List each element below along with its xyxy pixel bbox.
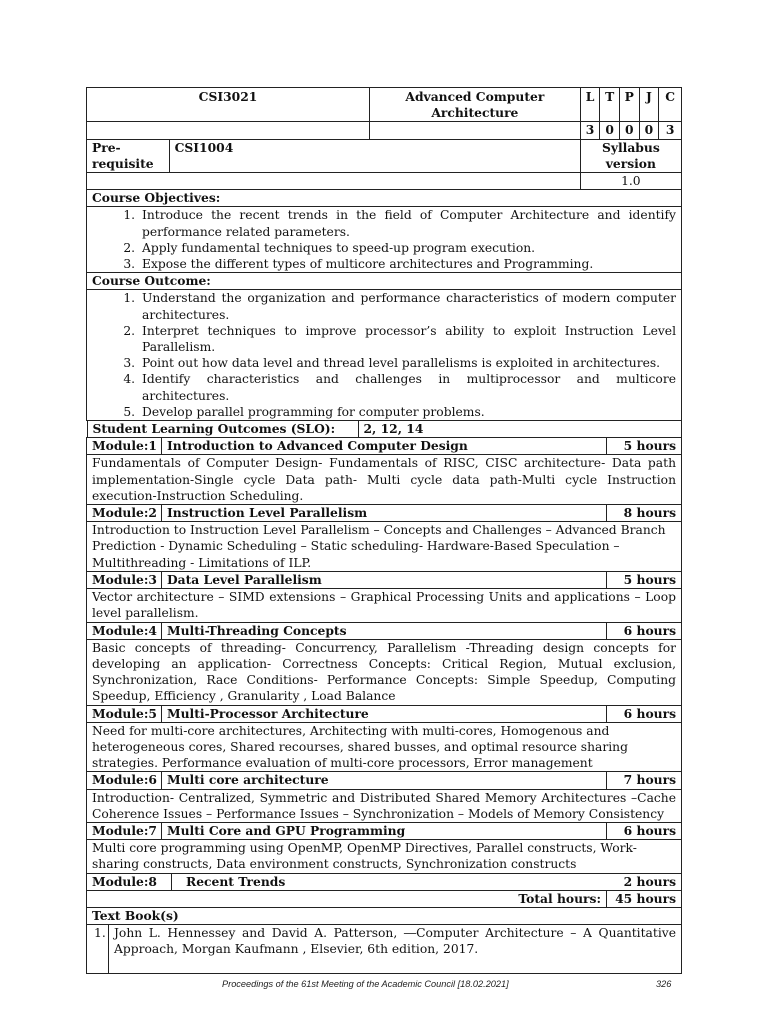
page-number: 326: [656, 979, 672, 989]
module-title: Introduction to Advanced Computer Design: [162, 438, 607, 454]
course-objectives-heading: Course Objectives:: [87, 190, 682, 207]
module-title: Instruction Level Parallelism: [162, 505, 607, 521]
syllabus-page: [86, 87, 682, 974]
total-hours-value: 45 hours: [615, 890, 676, 906]
module-number: Module:5: [87, 706, 162, 722]
textbook-entry: John L. Hennessey and David A. Patterson, ―Computer Architecture – A Quantitative Approach, Morgan Kaufmann , Elsevier, 6th edition, 2017.: [114, 926, 676, 957]
textbook-number: 1.: [87, 925, 109, 973]
ltpjc-t-label: T: [600, 88, 620, 122]
module-hours: 5 hours: [623, 438, 676, 454]
module-3-content: Vector architecture – SIMD extensions – Graphical Processing Units and applications – Loop level parallelism.: [87, 589, 682, 622]
module-hours: 6 hours: [623, 622, 676, 638]
module-3-header: [87, 571, 682, 588]
ltpjc-p-label: P: [619, 88, 639, 122]
module-6-header: [87, 772, 682, 789]
module-hours: 2 hours: [623, 873, 676, 889]
blank-cell: [87, 122, 370, 139]
module-1-header: [87, 438, 682, 455]
ltpjc-l-value: 3: [580, 122, 600, 139]
module-hours: 6 hours: [623, 822, 676, 838]
blank-cell: [580, 421, 681, 438]
outcome-item: 5. Develop parallel programming for computer problems.: [139, 404, 676, 420]
ltpjc-p-value: 0: [619, 122, 639, 139]
slo-row: [87, 421, 581, 438]
module-hours: 7 hours: [623, 772, 676, 788]
course-code: CSI3021: [87, 88, 370, 122]
outcome-item: 2. Interpret techniques to improve processor’s ability to exploit Instruction Level Parallelism.: [139, 323, 676, 355]
course-outcome-list: [87, 290, 682, 421]
course-title: Advanced Computer Architecture: [370, 88, 581, 122]
objective-item: 1. Introduce the recent trends in the field of Computer Architecture and identify performance related parameters.: [139, 207, 676, 239]
module-title: Multi Core and GPU Programming: [162, 823, 607, 839]
module-hours: 6 hours: [623, 705, 676, 721]
ltpjc-l-label: L: [580, 88, 600, 122]
total-hours-row: [87, 890, 682, 907]
module-number: Module:8: [87, 874, 172, 890]
slo-value: 2, 12, 14: [363, 421, 424, 437]
syllabus-version-label: Syllabus version: [580, 139, 681, 172]
syllabus-table: [86, 87, 682, 974]
module-2-content: Introduction to Instruction Level Parallelism – Concepts and Challenges – Advanced Branch Prediction - Dynamic Scheduling – Static scheduling- Hardware-Based Speculation – Multithreading - Limitations of ILP.: [87, 522, 682, 572]
blank-cell: [370, 122, 581, 139]
module-hours: 5 hours: [623, 571, 676, 587]
slo-label: Student Learning Outcomes (SLO):: [87, 421, 358, 437]
module-4-content: Basic concepts of threading- Concurrency, Parallelism -Threading design concepts for developing an application- Correctness Concepts: Critical Region, Mutual exclusion, Synchronization, Race Conditions- Performance Concepts: Simple Speedup, Computing Speedup, Efficiency , Granularity , Load Balance: [87, 639, 682, 705]
ltpjc-c-label: C: [659, 88, 682, 122]
course-outcome-heading: Course Outcome:: [87, 273, 682, 290]
outcome-item: 3. Point out how data level and thread level parallelisms is exploited in architectures.: [139, 355, 676, 371]
module-4-header: [87, 622, 682, 639]
prereq-label: Pre-requisite: [87, 139, 170, 172]
module-title: Multi-Processor Architecture: [162, 706, 607, 722]
module-number: Module:3: [87, 572, 162, 588]
module-number: Module:2: [87, 505, 162, 521]
course-objectives-list: [87, 207, 682, 273]
ltpjc-c-value: 3: [659, 122, 682, 139]
module-number: Module:7: [87, 823, 162, 839]
module-5-header: [87, 705, 682, 722]
ltpjc-j-value: 0: [639, 122, 659, 139]
module-number: Module:6: [87, 772, 162, 788]
module-number: Module:4: [87, 623, 162, 639]
prereq-value: CSI1004: [169, 139, 580, 172]
syllabus-version-value: 1.0: [580, 173, 681, 190]
total-hours-label: Total hours:: [87, 891, 607, 907]
module-7-header: [87, 822, 682, 839]
textbook-heading: Text Book(s): [87, 907, 682, 924]
module-2-header: [87, 505, 682, 522]
module-title: Multi core architecture: [162, 772, 607, 788]
module-6-content: Introduction- Centralized, Symmetric and Distributed Shared Memory Architectures –Cache Coherence Issues – Performance Issues – Synchronization – Models of Memory Consistency: [87, 789, 682, 822]
module-5-content: Need for multi-core architectures, Architecting with multi-cores, Homogenous and heterogeneous cores, Shared recourses, shared busses, and optimal resource sharing strategies. Performance evaluation of multi-core processors, Error management: [87, 722, 682, 772]
module-title: Multi-Threading Concepts: [162, 623, 607, 639]
footer-text: Proceedings of the 61st Meeting of the Academic Council [18.02.2021]: [222, 979, 509, 989]
module-number: Module:1: [87, 438, 162, 454]
module-hours: 8 hours: [623, 505, 676, 521]
module-1-content: Fundamentals of Computer Design- Fundamentals of RISC, CISC architecture- Data path implementation-Single cycle Data path- Multi cycle data path-Multi cycle Instruction execution-Instruction Scheduling.: [87, 455, 682, 505]
outcome-item: 1. Understand the organization and performance characteristics of modern computer architectures.: [139, 290, 676, 322]
module-title: Recent Trends: [186, 873, 286, 889]
module-7-content: Multi core programming using OpenMP, OpenMP Directives, Parallel constructs, Work-sharing constructs, Data environment constructs, Synchronization constructs: [87, 840, 682, 873]
module-8-header: [87, 873, 682, 890]
module-title: Data Level Parallelism: [162, 572, 607, 588]
blank-cell: [87, 173, 581, 190]
ltpjc-t-value: 0: [600, 122, 620, 139]
ltpjc-j-label: J: [639, 88, 659, 122]
objective-item: 2. Apply fundamental techniques to speed-up program execution.: [139, 240, 676, 256]
objective-item: 3. Expose the different types of multicore architectures and Programming.: [139, 256, 676, 272]
outcome-item: 4. Identify characteristics and challenges in multiprocessor and multicore architectures.: [139, 371, 676, 403]
textbook-list: [87, 925, 682, 974]
